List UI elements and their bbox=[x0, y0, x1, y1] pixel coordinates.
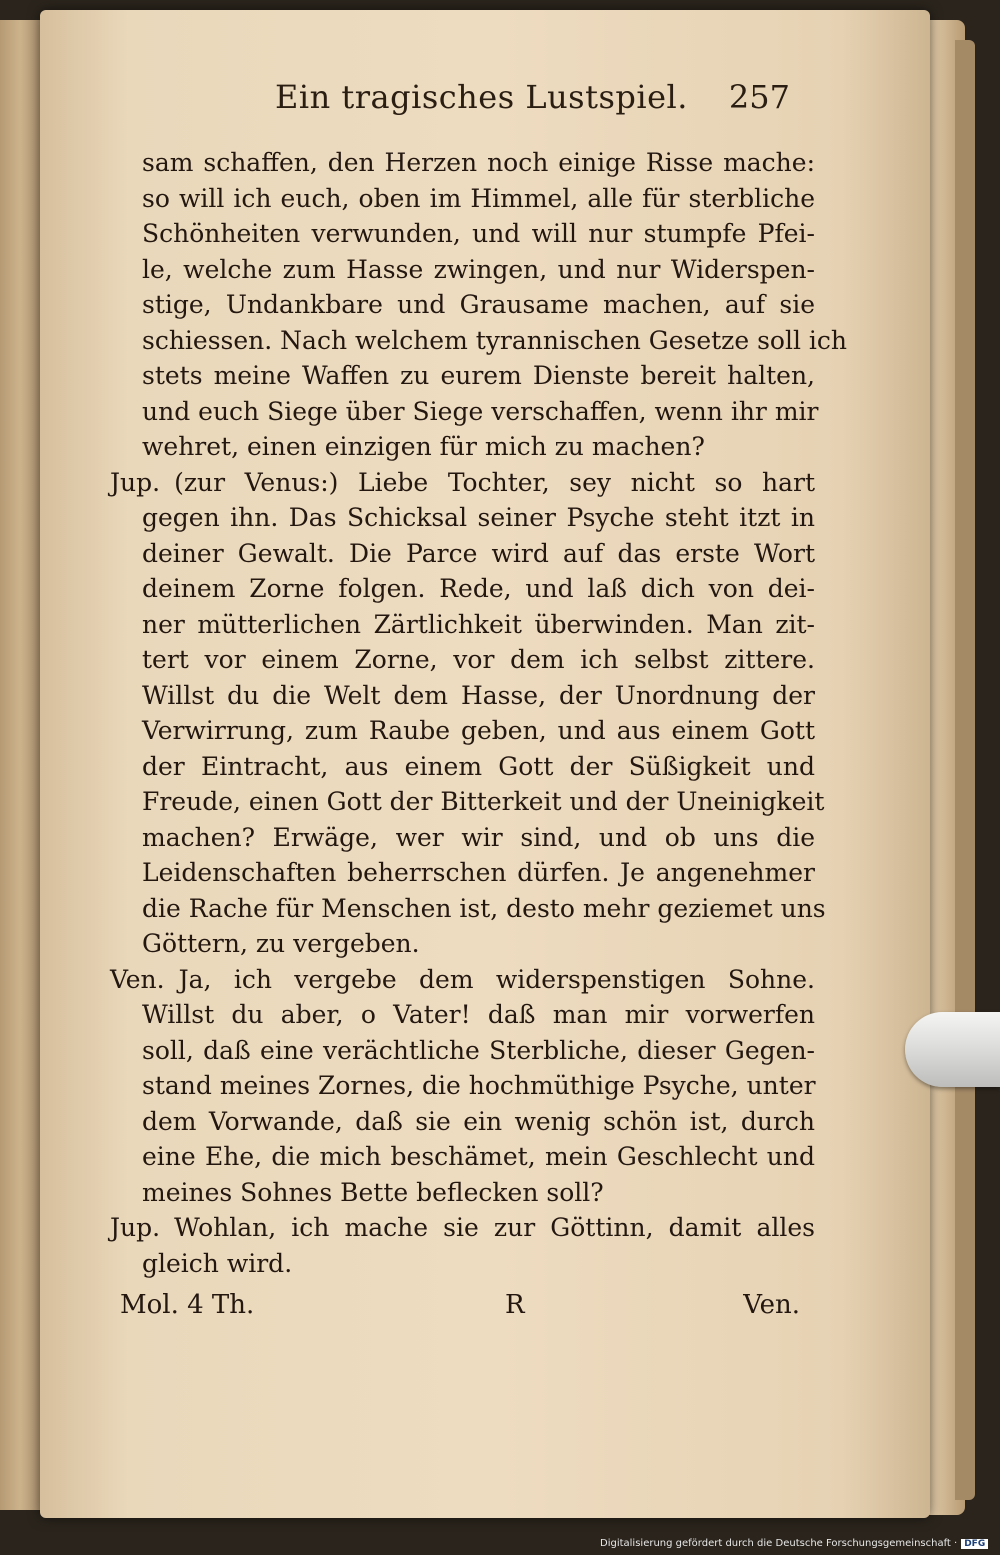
text-line bbox=[110, 784, 825, 820]
text-line bbox=[110, 642, 815, 678]
text-line bbox=[110, 1139, 815, 1175]
line-text: der Eintracht, aus einem Gott der Süßigkeit und bbox=[142, 751, 815, 781]
body-text bbox=[110, 145, 848, 1281]
line-text: ner mütterlichen Zärtlichkeit überwinden. Man zit- bbox=[142, 609, 815, 639]
text-line bbox=[110, 287, 815, 323]
text-line bbox=[110, 962, 815, 998]
text-line bbox=[110, 429, 815, 465]
line-text: gleich wird. bbox=[142, 1248, 293, 1278]
line-text: eine Ehe, die mich beschämet, mein Geschlecht und bbox=[142, 1142, 815, 1171]
text-line bbox=[110, 1210, 815, 1246]
line-text: soll, daß eine verächtliche Sterbliche, dieser Gegen- bbox=[142, 1035, 815, 1065]
speaker-label: Jup. bbox=[110, 1213, 161, 1242]
line-text: stige, Undankbare und Grausame machen, auf sie bbox=[142, 290, 815, 319]
line-text: stets meine Waffen zu eurem Dienste bereit halten, bbox=[142, 361, 815, 390]
line-text: schiessen. Nach welchem tyrannischen Gesetze soll ich bbox=[142, 325, 848, 355]
text-line bbox=[110, 1068, 815, 1104]
text-line bbox=[110, 536, 815, 572]
line-text: deinem Zorne folgen. Rede, und laß dich von dei- bbox=[142, 574, 815, 603]
text-line bbox=[110, 1033, 815, 1069]
text-line bbox=[110, 1104, 815, 1140]
text-line bbox=[110, 571, 815, 607]
speaker-label: Jup. bbox=[110, 467, 161, 497]
text-line bbox=[110, 678, 815, 714]
page-header bbox=[100, 78, 800, 128]
line-text: Ja, ich vergebe dem widerspenstigen Sohne. bbox=[178, 964, 815, 994]
attribution-text: Digitalisierung gefördert durch die Deutsche Forschungsgemeinschaft · bbox=[600, 1538, 958, 1549]
text-line bbox=[110, 145, 815, 181]
text-line bbox=[110, 855, 815, 891]
line-text: Willst du aber, o Vater! daß man mir vorwerfen bbox=[142, 1000, 815, 1029]
dfg-logo: DFG bbox=[961, 1539, 988, 1549]
text-line bbox=[110, 820, 815, 856]
page-clip bbox=[905, 1012, 1000, 1087]
line-text: Freude, einen Gott der Bitterkeit und der Uneinigkeit bbox=[142, 787, 825, 816]
line-text: Schönheiten verwunden, und will nur stumpfe Pfei- bbox=[142, 219, 815, 248]
line-text: die Rache für Menschen ist, desto mehr geziemet uns bbox=[142, 893, 826, 923]
catchword: Ven. bbox=[743, 1290, 800, 1320]
line-text: sam schaffen, den Herzen noch einige Risse mache: bbox=[142, 148, 815, 177]
page-number: 257 bbox=[728, 78, 790, 116]
line-text: Wohlan, ich mache sie zur Göttinn, damit alles bbox=[174, 1213, 815, 1242]
line-text: wehret, einen einzigen für mich zu machen? bbox=[142, 432, 705, 461]
line-text: meines Sohnes Bette beflecken soll? bbox=[142, 1177, 604, 1207]
text-line bbox=[110, 1246, 815, 1282]
digitization-attribution bbox=[600, 1538, 988, 1549]
line-text: so will ich euch, oben im Himmel, alle für sterbliche bbox=[142, 183, 815, 213]
text-line bbox=[110, 749, 815, 785]
text-line bbox=[110, 713, 815, 749]
line-text: deiner Gewalt. Die Parce wird auf das erste Wort bbox=[142, 538, 815, 568]
page-footer bbox=[120, 1290, 800, 1330]
line-text: Verwirrung, zum Raube geben, und aus einem Gott bbox=[142, 716, 815, 745]
text-line bbox=[110, 465, 815, 501]
running-title: Ein tragisches Lustspiel. bbox=[275, 78, 688, 116]
line-text: machen? Erwäge, wer wir sind, und ob uns die bbox=[142, 822, 815, 852]
line-text: Göttern, zu vergeben. bbox=[142, 929, 420, 958]
line-text: le, welche zum Hasse zwingen, und nur Widerspen- bbox=[142, 254, 815, 284]
text-line bbox=[110, 1175, 815, 1211]
line-text: gegen ihn. Das Schicksal seiner Psyche steht itzt in bbox=[142, 503, 815, 532]
text-line bbox=[110, 500, 815, 536]
text-line bbox=[110, 394, 819, 430]
line-text: stand meines Zornes, die hochmüthige Psyche, unter bbox=[142, 1071, 816, 1100]
text-line bbox=[110, 607, 815, 643]
text-line bbox=[110, 891, 826, 927]
line-text: und euch Siege über Siege verschaffen, wenn ihr mir bbox=[142, 396, 819, 426]
line-text: Willst du die Welt dem Hasse, der Unordnung der bbox=[142, 680, 815, 710]
text-line bbox=[110, 252, 815, 288]
gathering-mark: R bbox=[505, 1290, 525, 1320]
text-line bbox=[110, 181, 815, 217]
text-line bbox=[110, 323, 848, 359]
line-text: (zur Venus:) Liebe Tochter, sey nicht so hart bbox=[174, 467, 815, 497]
right-page-edge-shadow bbox=[955, 40, 975, 1500]
text-line bbox=[110, 997, 815, 1033]
line-text: tert vor einem Zorne, vor dem ich selbst zittere. bbox=[142, 645, 815, 674]
speaker-label: Ven. bbox=[110, 964, 165, 994]
text-line bbox=[110, 358, 815, 394]
text-line bbox=[110, 216, 815, 252]
text-line bbox=[110, 926, 815, 962]
line-text: dem Vorwande, daß sie ein wenig schön ist, durch bbox=[142, 1106, 815, 1136]
signature-mark: Mol. 4 Th. bbox=[120, 1290, 255, 1320]
line-text: Leidenschaften beherrschen dürfen. Je angenehmer bbox=[142, 858, 815, 887]
